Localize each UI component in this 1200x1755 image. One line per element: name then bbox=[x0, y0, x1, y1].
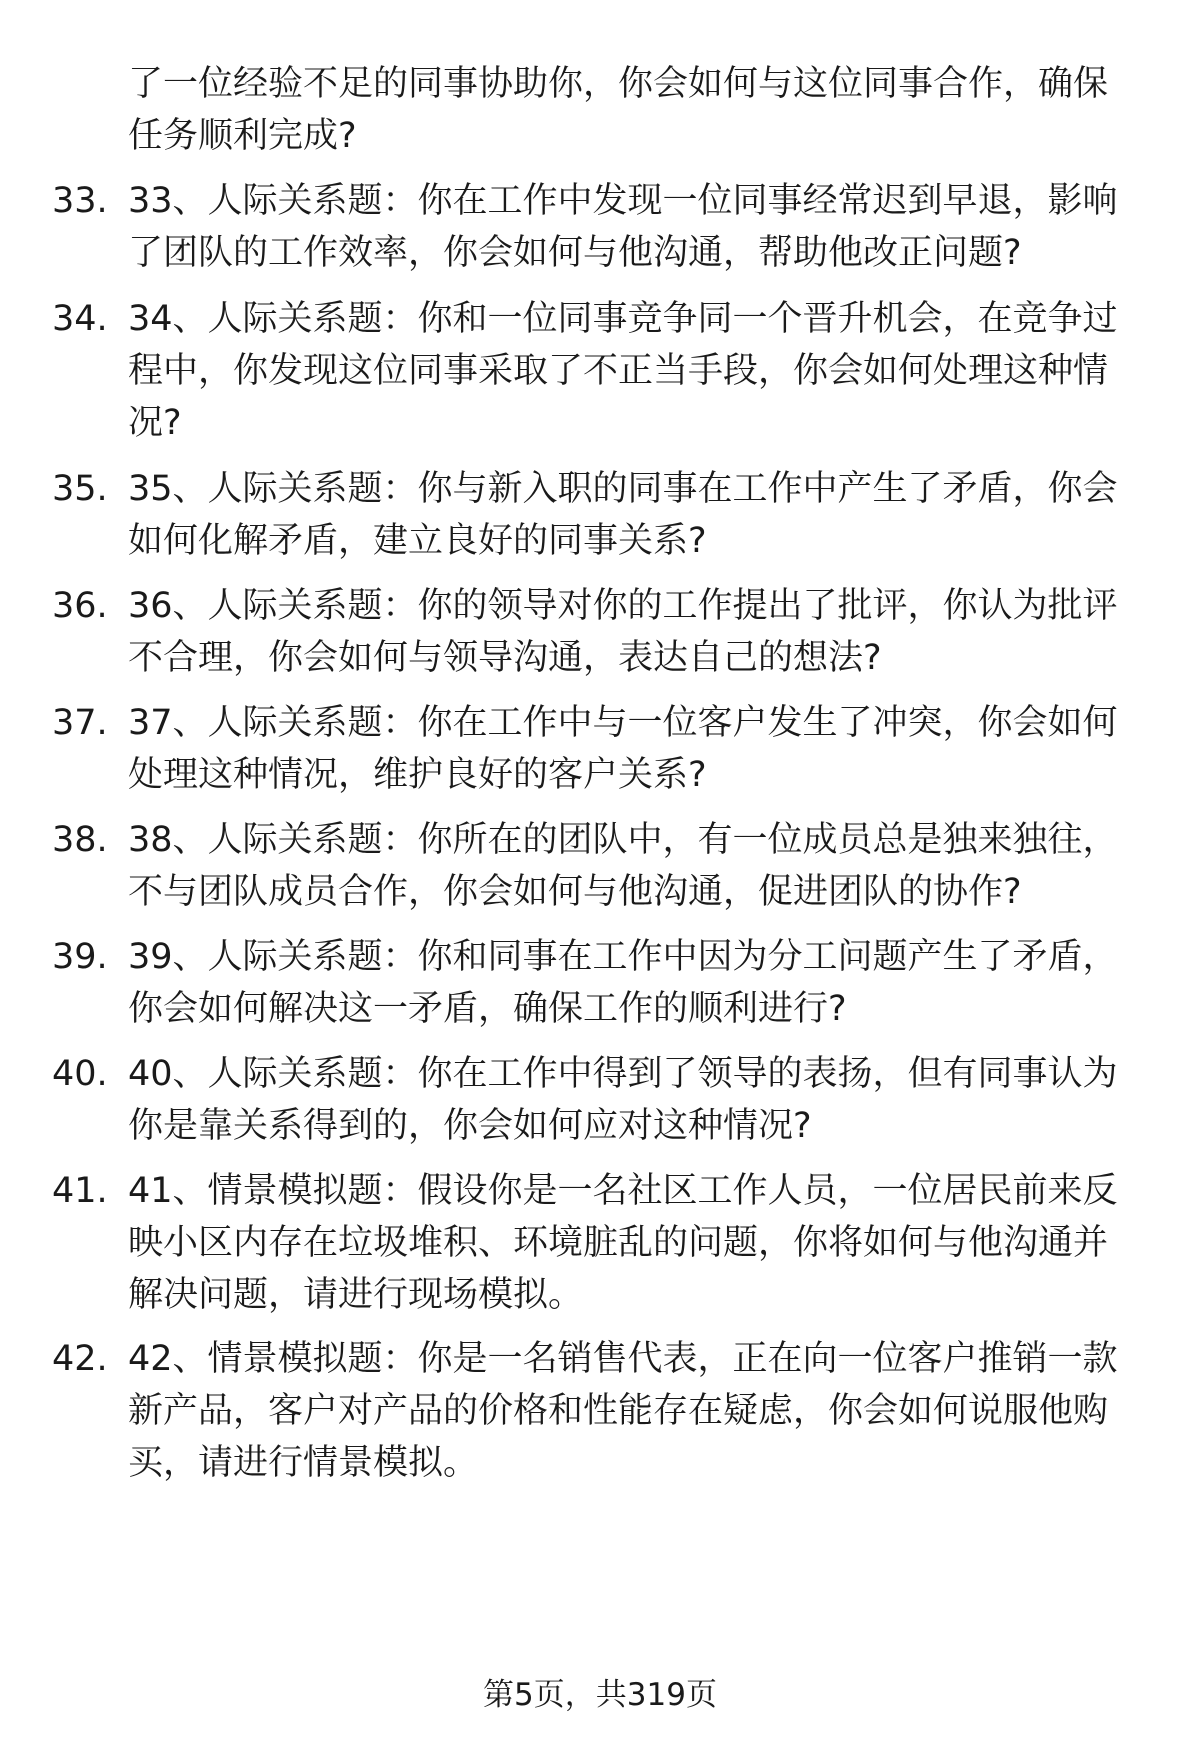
item-text: 42、情景模拟题：你是一名销售代表，正在向一位客户推销一款 新产品，客户对产品的价格和性能存在疑虑，你会如何说服他购 买，请进行情景模拟。 bbox=[128, 1339, 1118, 1483]
item-number: 40. bbox=[52, 1054, 108, 1094]
item-number: 35. bbox=[52, 469, 108, 509]
item-number: 39. bbox=[52, 937, 108, 977]
item-text: 39、人际关系题：你和同事在工作中因为分工问题产生了矛盾， 你会如何解决这一矛盾，确保工作的顺利进行? bbox=[128, 937, 1118, 1029]
item-text: 35、人际关系题：你与新入职的同事在工作中产生了矛盾，你会 如何化解矛盾，建立良好的同事关系? bbox=[128, 469, 1118, 561]
item-number: 33. bbox=[52, 181, 108, 221]
item-text: 41、情景模拟题：假设你是一名社区工作人员，一位居民前来反 映小区内存在垃圾堆积、环境脏乱的问题，你将如何与他沟通并 解决问题，请进行现场模拟。 bbox=[128, 1171, 1118, 1315]
item-text: 36、人际关系题：你的领导对你的工作提出了批评，你认为批评 不合理，你会如何与领导沟通，表达自己的想法? bbox=[128, 586, 1118, 678]
item-text: 33、人际关系题：你在工作中发现一位同事经常迟到早退，影响 了团队的工作效率，你会如何与他沟通，帮助他改正问题? bbox=[128, 181, 1118, 273]
item-number: 36. bbox=[52, 586, 108, 626]
item-text: 34、人际关系题：你和一位同事竞争同一个晋升机会，在竞争过 程中，你发现这位同事采取了不正当手段，你会如何处理这种情 况? bbox=[128, 299, 1118, 443]
item-number: 38. bbox=[52, 820, 108, 860]
item-number: 41. bbox=[52, 1171, 108, 1211]
page-footer: 第5页，共319页 bbox=[483, 1677, 717, 1713]
item-text: 40、人际关系题：你在工作中得到了领导的表扬，但有同事认为 你是靠关系得到的，你会如何应对这种情况? bbox=[128, 1054, 1118, 1146]
item-text: 37、人际关系题：你在工作中与一位客户发生了冲突，你会如何 处理这种情况，维护良好的客户关系? bbox=[128, 703, 1118, 795]
item-number: 34. bbox=[52, 299, 108, 339]
item-number: 37. bbox=[52, 703, 108, 743]
continued-question-text: 了一位经验不足的同事协助你，你会如何与这位同事合作，确保 任务顺利完成? bbox=[128, 64, 1109, 156]
item-number: 42. bbox=[52, 1339, 108, 1379]
item-text: 38、人际关系题：你所在的团队中，有一位成员总是独来独往， 不与团队成员合作，你会如何与他沟通，促进团队的协作? bbox=[128, 820, 1118, 912]
